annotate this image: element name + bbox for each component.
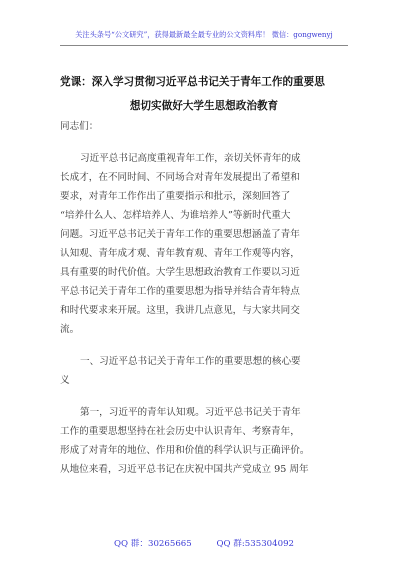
paragraph-line: 认知观、青年成才观、青年教育观、青年工作观等内容， [60, 248, 300, 259]
greeting: 同志们： [60, 121, 99, 132]
paragraph-line: 习近平总书记高度重视青年工作，亲切关怀青年的成 [80, 153, 301, 164]
paragraph-line: “培养什么人、怎样培养人、为谁培养人”等新时代重大 [60, 210, 291, 221]
section-heading-line: 一、习近平总书记关于青年工作的重要思想的核心要 [80, 356, 301, 367]
paragraph-line: 长成才，在不同时间、不同场合对青年发展提出了希望和 [60, 172, 300, 183]
document-body [60, 117, 348, 479]
paragraph-line: 工作的重要思想坚持在社会历史中认识青年、考察青年， [60, 426, 300, 437]
header-promo-note: 关注头条号“公文研究”，获得最新最全最专业的公文资料库！ 微信：gongwenyj [75, 30, 333, 39]
paragraph-1 [60, 149, 348, 339]
footer-qq-group-2: QQ 群:535304092 [216, 539, 295, 549]
header-divider [60, 45, 348, 46]
paragraph-line: 流。 [60, 324, 80, 335]
footer-contact [0, 537, 408, 549]
paragraph-line: 平总书记关于青年工作的重要思想为指导并结合青年特点 [60, 286, 300, 297]
paragraph-line: 问题。习近平总书记关于青年工作的重要思想涵盖了青年 [60, 229, 300, 240]
paragraph-line: 从地位来看，习近平总书记在庆祝中国共产党成立 95 周年 [60, 464, 309, 475]
section-heading-1 [60, 352, 348, 390]
paragraph-line: 具有重要的时代价值。大学生思想政治教育工作要以习近 [60, 267, 300, 278]
document-title [60, 70, 348, 118]
paragraph-line: 形成了对青年的地位、作用和价值的科学认识与正确评价。 [60, 445, 310, 456]
section-heading-line: 义 [60, 375, 70, 386]
title-line-1: 党课：深入学习贯彻习近平总书记关于青年工作的重要思 [60, 76, 325, 88]
paragraph-2 [60, 403, 348, 479]
paragraph-line: 第一，习近平的青年认知观。习近平总书记关于青年 [80, 407, 301, 418]
title-line-2: 想切实做好大学生思想政治教育 [129, 100, 279, 112]
paragraph-line: 和时代要求来开展。这里，我讲几点意见，与大家共同交 [60, 305, 300, 316]
paragraph-line: 要求，对青年工作作出了重要指示和批示，深刻回答了 [60, 191, 291, 202]
footer-qq-group-1: QQ 群：30265665 [113, 539, 192, 549]
